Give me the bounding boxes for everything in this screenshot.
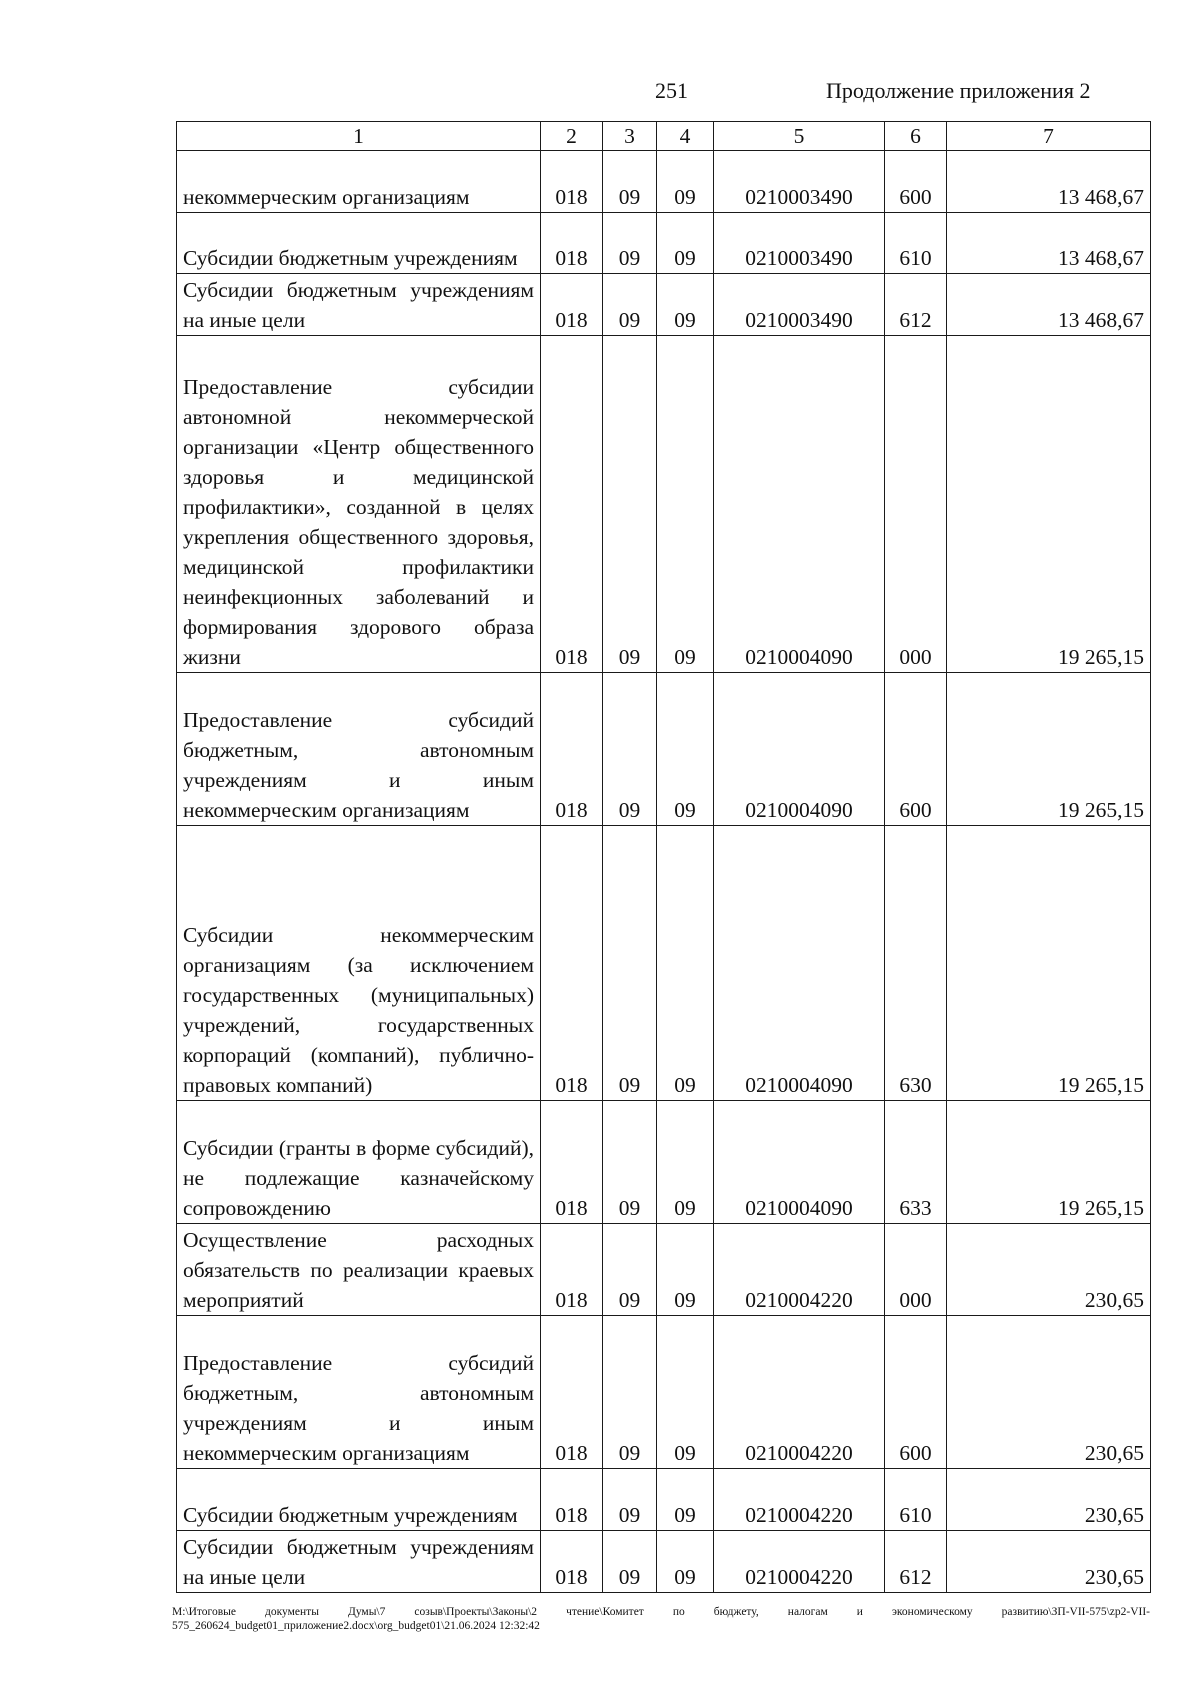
table-row [177, 1531, 1151, 1593]
table-row [177, 151, 1151, 213]
amount: 19 265,15 [947, 826, 1151, 1101]
target-item-code: 0210004220 [714, 1224, 885, 1316]
amount: 13 468,67 [947, 213, 1151, 274]
ministry-code: 018 [541, 673, 603, 826]
table-row [177, 336, 1151, 673]
section-code: 09 [603, 274, 657, 336]
column-header: 4 [657, 122, 714, 151]
target-item-code: 0210003490 [714, 213, 885, 274]
ministry-code: 018 [541, 1531, 603, 1593]
row-description: некоммерческим организациям [177, 151, 541, 213]
expense-type-code: 630 [885, 826, 947, 1101]
row-description: Субсидии (гранты в форме субсидий), не подлежащие казначейскому сопровождению [177, 1101, 541, 1224]
target-item-code: 0210003490 [714, 151, 885, 213]
ministry-code: 018 [541, 213, 603, 274]
table-row [177, 213, 1151, 274]
expense-type-code: 600 [885, 151, 947, 213]
table-header-row [177, 122, 1151, 151]
ministry-code: 018 [541, 151, 603, 213]
row-description: Предоставление субсидий бюджетным, автономным учреждениям и иным некоммерческим организациям [177, 673, 541, 826]
document-path-footer: M:\Итоговые документы Думы\7 созыв\Проекты\Законы\2 чтение\Комитет по бюджету, налогам и экономическому развитию\ЗП-VII-575\zp2-VII-575_260624_budget01_приложение2.docx\org_budget01\21.06.2024 12:32:42 [172, 1606, 1150, 1632]
subsection-code: 09 [657, 673, 714, 826]
amount: 13 468,67 [947, 151, 1151, 213]
row-description: Субсидии бюджетным учреждениям [177, 1469, 541, 1531]
column-header: 3 [603, 122, 657, 151]
target-item-code: 0210004220 [714, 1469, 885, 1531]
row-description: Осуществление расходных обязательств по реализации краевых мероприятий [177, 1224, 541, 1316]
target-item-code: 0210004220 [714, 1316, 885, 1469]
column-header: 7 [947, 122, 1151, 151]
ministry-code: 018 [541, 1316, 603, 1469]
table-row [177, 1316, 1151, 1469]
section-code: 09 [603, 1531, 657, 1593]
section-code: 09 [603, 1316, 657, 1469]
subsection-code: 09 [657, 1469, 714, 1531]
row-description: Предоставление субсидии автономной некоммерческой организации «Центр общественного здоровья и медицинской профилактики», созданной в целях укрепления общественного здоровья, медицинской профилактики неинфекционных заболеваний и формирования здорового образа жизни [177, 336, 541, 673]
ministry-code: 018 [541, 1224, 603, 1316]
expense-type-code: 600 [885, 1316, 947, 1469]
expense-type-code: 612 [885, 274, 947, 336]
section-code: 09 [603, 1469, 657, 1531]
amount: 230,65 [947, 1224, 1151, 1316]
column-header: 2 [541, 122, 603, 151]
row-description: Субсидии бюджетным учреждениям на иные цели [177, 274, 541, 336]
section-code: 09 [603, 1101, 657, 1224]
table-row [177, 1469, 1151, 1531]
target-item-code: 0210004090 [714, 673, 885, 826]
expense-type-code: 610 [885, 213, 947, 274]
amount: 13 468,67 [947, 274, 1151, 336]
target-item-code: 0210004220 [714, 1531, 885, 1593]
expense-type-code: 000 [885, 1224, 947, 1316]
ministry-code: 018 [541, 1469, 603, 1531]
row-description: Предоставление субсидий бюджетным, автономным учреждениям и иным некоммерческим организациям [177, 1316, 541, 1469]
subsection-code: 09 [657, 1531, 714, 1593]
subsection-code: 09 [657, 826, 714, 1101]
table-row [177, 1101, 1151, 1224]
target-item-code: 0210004090 [714, 826, 885, 1101]
subsection-code: 09 [657, 213, 714, 274]
section-code: 09 [603, 336, 657, 673]
table-row [177, 826, 1151, 1101]
expense-type-code: 633 [885, 1101, 947, 1224]
subsection-code: 09 [657, 151, 714, 213]
section-code: 09 [603, 1224, 657, 1316]
table-row [177, 1224, 1151, 1316]
table-row [177, 274, 1151, 336]
section-code: 09 [603, 826, 657, 1101]
amount: 19 265,15 [947, 336, 1151, 673]
row-description: Субсидии некоммерческим организациям (за исключением государственных (муниципальных) учреждений, государственных корпораций (компаний), публично-правовых компаний) [177, 826, 541, 1101]
section-code: 09 [603, 151, 657, 213]
ministry-code: 018 [541, 274, 603, 336]
budget-table [176, 121, 1151, 1593]
row-description: Субсидии бюджетным учреждениям [177, 213, 541, 274]
amount: 230,65 [947, 1531, 1151, 1593]
row-description: Субсидии бюджетным учреждениям на иные цели [177, 1531, 541, 1593]
section-code: 09 [603, 213, 657, 274]
subsection-code: 09 [657, 274, 714, 336]
subsection-code: 09 [657, 1101, 714, 1224]
subsection-code: 09 [657, 1316, 714, 1469]
expense-type-code: 612 [885, 1531, 947, 1593]
amount: 230,65 [947, 1469, 1151, 1531]
subsection-code: 09 [657, 336, 714, 673]
expense-type-code: 610 [885, 1469, 947, 1531]
subsection-code: 09 [657, 1224, 714, 1316]
target-item-code: 0210004090 [714, 1101, 885, 1224]
column-header: 1 [177, 122, 541, 151]
column-header: 5 [714, 122, 885, 151]
ministry-code: 018 [541, 336, 603, 673]
page-number: 251 [655, 78, 688, 103]
amount: 19 265,15 [947, 673, 1151, 826]
continuation-label: Продолжение приложения 2 [826, 78, 1091, 103]
column-header: 6 [885, 122, 947, 151]
expense-type-code: 600 [885, 673, 947, 826]
ministry-code: 018 [541, 826, 603, 1101]
target-item-code: 0210003490 [714, 274, 885, 336]
target-item-code: 0210004090 [714, 336, 885, 673]
amount: 19 265,15 [947, 1101, 1151, 1224]
amount: 230,65 [947, 1316, 1151, 1469]
table-row [177, 673, 1151, 826]
section-code: 09 [603, 673, 657, 826]
expense-type-code: 000 [885, 336, 947, 673]
ministry-code: 018 [541, 1101, 603, 1224]
